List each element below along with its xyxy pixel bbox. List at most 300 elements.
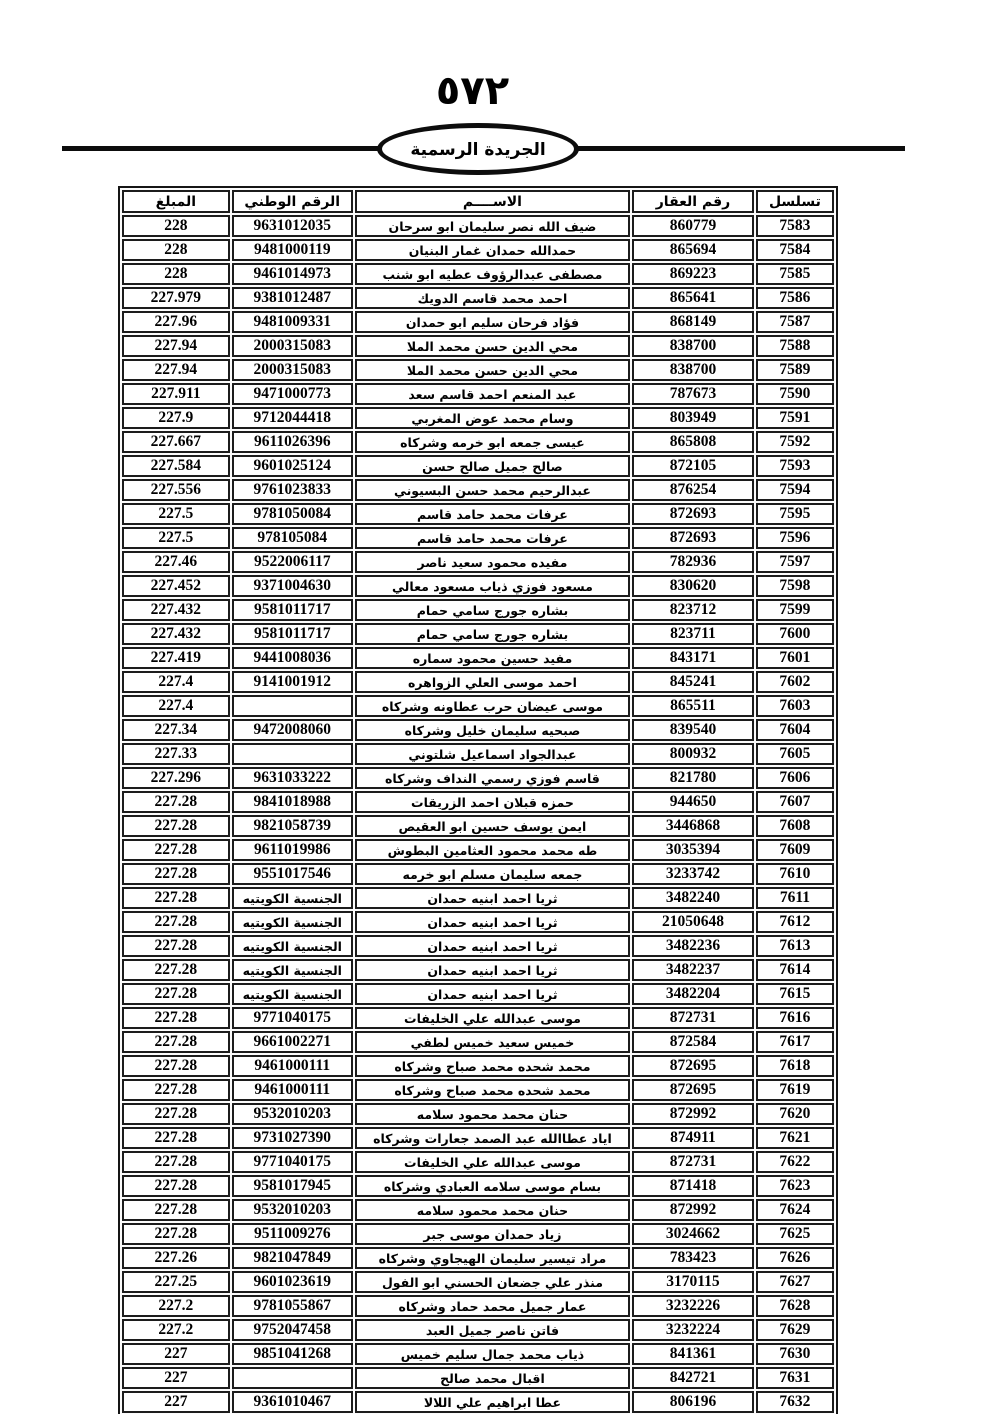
cell-amount: 228 xyxy=(122,239,230,261)
cell-amount: 227.28 xyxy=(122,1175,230,1197)
table-row xyxy=(122,455,834,477)
cell-national-id: 9371004630 xyxy=(232,575,353,597)
cell-property-number: 865694 xyxy=(632,239,754,261)
cell-name: ثريا احمد ابنيه حمدان xyxy=(355,983,630,1005)
cell-serial: 7583 xyxy=(756,215,834,237)
cell-amount: 227.25 xyxy=(122,1271,230,1293)
cell-property-number: 3482240 xyxy=(632,887,754,909)
cell-amount: 227.28 xyxy=(122,935,230,957)
table-row xyxy=(122,1055,834,1077)
cell-property-number: 803949 xyxy=(632,407,754,429)
table-row xyxy=(122,1199,834,1221)
cell-serial: 7629 xyxy=(756,1319,834,1341)
table-row xyxy=(122,1079,834,1101)
cell-serial: 7620 xyxy=(756,1103,834,1125)
cell-property-number: 845241 xyxy=(632,671,754,693)
cell-amount: 228 xyxy=(122,215,230,237)
cell-serial: 7601 xyxy=(756,647,834,669)
table-row xyxy=(122,839,834,861)
cell-name: مسعود فوزي ذياب مسعود معالي xyxy=(355,575,630,597)
cell-national-id: 9511009276 xyxy=(232,1223,353,1245)
cell-serial: 7614 xyxy=(756,959,834,981)
cell-serial: 7600 xyxy=(756,623,834,645)
cell-amount: 227.28 xyxy=(122,887,230,909)
cell-national-id: 9381012487 xyxy=(232,287,353,309)
cell-name: صالح جميل صالح حسن xyxy=(355,455,630,477)
table-row xyxy=(122,1295,834,1317)
cell-property-number: 800932 xyxy=(632,743,754,765)
cell-amount: 227.9 xyxy=(122,407,230,429)
cell-property-number: 872731 xyxy=(632,1151,754,1173)
cell-property-number: 872992 xyxy=(632,1103,754,1125)
cell-name: صبحيه سليمان خليل وشركاه xyxy=(355,719,630,741)
cell-name: مفيد حسين محمود سماره xyxy=(355,647,630,669)
cell-national-id: 9481009331 xyxy=(232,311,353,333)
cell-amount: 227 xyxy=(122,1343,230,1365)
cell-national-id: 9731027390 xyxy=(232,1127,353,1149)
table-row xyxy=(122,503,834,525)
cell-amount: 227.28 xyxy=(122,1151,230,1173)
cell-name: قاسم فوزي رسمي النداف وشركاه xyxy=(355,767,630,789)
cell-name: مصطفى عبدالرؤوف عطيه ابو شنب xyxy=(355,263,630,285)
cell-national-id: 9631012035 xyxy=(232,215,353,237)
cell-property-number: 872693 xyxy=(632,527,754,549)
cell-amount: 227.28 xyxy=(122,911,230,933)
cell-name: فاتن ناصر جميل العبد xyxy=(355,1319,630,1341)
cell-amount: 227.432 xyxy=(122,623,230,645)
cell-amount: 227.94 xyxy=(122,335,230,357)
table-row xyxy=(122,1007,834,1029)
cell-national-id: 9661002271 xyxy=(232,1031,353,1053)
cell-national-id: 9581011717 xyxy=(232,599,353,621)
cell-national-id: 9821058739 xyxy=(232,815,353,837)
cell-property-number: 842721 xyxy=(632,1367,754,1389)
cell-national-id: 9581011717 xyxy=(232,623,353,645)
cell-amount: 227.2 xyxy=(122,1295,230,1317)
cell-property-number: 872693 xyxy=(632,503,754,525)
cell-amount: 227.94 xyxy=(122,359,230,381)
cell-name: ثريا احمد ابنيه حمدان xyxy=(355,887,630,909)
cell-property-number: 3482236 xyxy=(632,935,754,957)
cell-serial: 7597 xyxy=(756,551,834,573)
header-cell-property-number: رقم العقار xyxy=(632,190,754,213)
cell-serial: 7589 xyxy=(756,359,834,381)
cell-property-number: 872105 xyxy=(632,455,754,477)
table-row xyxy=(122,1391,834,1413)
cell-serial: 7610 xyxy=(756,863,834,885)
cell-name: محي الدين حسن محمد الملا xyxy=(355,359,630,381)
cell-amount: 227.584 xyxy=(122,455,230,477)
table-row xyxy=(122,599,834,621)
table-row xyxy=(122,431,834,453)
cell-serial: 7598 xyxy=(756,575,834,597)
cell-amount: 227.979 xyxy=(122,287,230,309)
cell-name: عرفات محمد حامد قاسم xyxy=(355,527,630,549)
cell-national-id: 2000315083 xyxy=(232,335,353,357)
cell-property-number: 3232226 xyxy=(632,1295,754,1317)
table-row xyxy=(122,1271,834,1293)
cell-amount: 227.28 xyxy=(122,1199,230,1221)
cell-name: طه محمد محمود العثامين البطوش xyxy=(355,839,630,861)
table-row xyxy=(122,767,834,789)
cell-amount: 227.452 xyxy=(122,575,230,597)
cell-national-id: الجنسية الكويتيه xyxy=(232,983,353,1005)
cell-national-id xyxy=(232,743,353,765)
cell-amount: 227.5 xyxy=(122,503,230,525)
table-row xyxy=(122,671,834,693)
table-row xyxy=(122,959,834,981)
cell-national-id: 9851041268 xyxy=(232,1343,353,1365)
cell-name: ثريا احمد ابنيه حمدان xyxy=(355,911,630,933)
cell-property-number: 838700 xyxy=(632,359,754,381)
cell-national-id: 9601025124 xyxy=(232,455,353,477)
cell-national-id: 9761023833 xyxy=(232,479,353,501)
cell-amount: 227.46 xyxy=(122,551,230,573)
cell-national-id: الجنسية الكويتيه xyxy=(232,911,353,933)
cell-name: بشاره جورج سامي حمام xyxy=(355,623,630,645)
table-row xyxy=(122,911,834,933)
cell-property-number: 860779 xyxy=(632,215,754,237)
cell-national-id: الجنسية الكويتيه xyxy=(232,935,353,957)
table-row xyxy=(122,743,834,765)
cell-serial: 7603 xyxy=(756,695,834,717)
cell-name: ايمن يوسف حسين ابو العقيص xyxy=(355,815,630,837)
cell-national-id: 9771040175 xyxy=(232,1151,353,1173)
cell-amount: 227.28 xyxy=(122,839,230,861)
table-row xyxy=(122,359,834,381)
cell-amount: 227.96 xyxy=(122,311,230,333)
cell-serial: 7630 xyxy=(756,1343,834,1365)
cell-amount: 227.28 xyxy=(122,983,230,1005)
cell-national-id: 9611019986 xyxy=(232,839,353,861)
cell-name: عمار جميل محمد حماد وشركاه xyxy=(355,1295,630,1317)
cell-serial: 7626 xyxy=(756,1247,834,1269)
cell-property-number: 821780 xyxy=(632,767,754,789)
cell-name: موسى عبدالله علي الخليفات xyxy=(355,1151,630,1173)
table-row xyxy=(122,647,834,669)
cell-amount: 227.28 xyxy=(122,1031,230,1053)
table-row xyxy=(122,239,834,261)
cell-amount: 227.419 xyxy=(122,647,230,669)
cell-name: ضيف الله نصر سليمان ابو سرحان xyxy=(355,215,630,237)
cell-amount: 227.28 xyxy=(122,1055,230,1077)
cell-serial: 7612 xyxy=(756,911,834,933)
cell-national-id: 9771040175 xyxy=(232,1007,353,1029)
cell-name: حمزه قبلان احمد الزريقات xyxy=(355,791,630,813)
cell-name: عرفات محمد حامد قاسم xyxy=(355,503,630,525)
table-row xyxy=(122,1223,834,1245)
cell-serial: 7599 xyxy=(756,599,834,621)
cell-property-number: 823711 xyxy=(632,623,754,645)
cell-amount: 227.296 xyxy=(122,767,230,789)
table-row xyxy=(122,1367,834,1389)
table-header-row xyxy=(122,190,834,213)
cell-property-number: 787673 xyxy=(632,383,754,405)
cell-serial: 7586 xyxy=(756,287,834,309)
cell-serial: 7606 xyxy=(756,767,834,789)
cell-name: محي الدين حسن محمد الملا xyxy=(355,335,630,357)
cell-name: مراد تيسير سليمان الهيجاوي وشركاه xyxy=(355,1247,630,1269)
table-row xyxy=(122,695,834,717)
table-row xyxy=(122,263,834,285)
cell-name: عطا ابراهيم علي اللالا xyxy=(355,1391,630,1413)
table-row xyxy=(122,887,834,909)
table-row xyxy=(122,215,834,237)
cell-property-number: 874911 xyxy=(632,1127,754,1149)
cell-national-id: 9781050084 xyxy=(232,503,353,525)
cell-national-id: الجنسية الكويتيه xyxy=(232,887,353,909)
cell-name: حمدالله حمدان غمار البنيان xyxy=(355,239,630,261)
cell-name: خميس سعيد خميس لطفي xyxy=(355,1031,630,1053)
cell-serial: 7613 xyxy=(756,935,834,957)
cell-amount: 227.4 xyxy=(122,695,230,717)
cell-name: مفيده محمود سعيد ناصر xyxy=(355,551,630,573)
cell-national-id: 9841018988 xyxy=(232,791,353,813)
cell-serial: 7621 xyxy=(756,1127,834,1149)
header-cell-name: الاســــم xyxy=(355,190,630,213)
cell-national-id xyxy=(232,1367,353,1389)
cell-property-number: 944650 xyxy=(632,791,754,813)
cell-property-number: 865808 xyxy=(632,431,754,453)
cell-name: اياد عطاالله عبد الصمد جعارات وشركاه xyxy=(355,1127,630,1149)
cell-name: عيسى جمعه ابو خرمه وشركاه xyxy=(355,431,630,453)
cell-amount: 227.28 xyxy=(122,1007,230,1029)
table-row xyxy=(122,983,834,1005)
cell-national-id: 9611026396 xyxy=(232,431,353,453)
cell-national-id: 978105084 xyxy=(232,527,353,549)
header-cell-national-id: الرقم الوطني xyxy=(232,190,353,213)
cell-name: ثريا احمد ابنيه حمدان xyxy=(355,959,630,981)
cell-national-id: 9461014973 xyxy=(232,263,353,285)
cell-property-number: 872695 xyxy=(632,1055,754,1077)
cell-amount: 227 xyxy=(122,1367,230,1389)
cell-amount: 227 xyxy=(122,1391,230,1413)
cell-serial: 7595 xyxy=(756,503,834,525)
cell-property-number: 839540 xyxy=(632,719,754,741)
cell-amount: 227.556 xyxy=(122,479,230,501)
cell-serial: 7591 xyxy=(756,407,834,429)
cell-national-id: 9551017546 xyxy=(232,863,353,885)
cell-name: بشاره جورج سامي حمام xyxy=(355,599,630,621)
cell-name: محمد شحده محمد صباح وشركاه xyxy=(355,1079,630,1101)
records-table xyxy=(118,186,838,1414)
cell-property-number: 871418 xyxy=(632,1175,754,1197)
cell-serial: 7594 xyxy=(756,479,834,501)
cell-amount: 227.5 xyxy=(122,527,230,549)
table-row xyxy=(122,719,834,741)
table-row xyxy=(122,623,834,645)
cell-national-id: 9441008036 xyxy=(232,647,353,669)
cell-property-number: 3482237 xyxy=(632,959,754,981)
header-cell-amount: المبلغ xyxy=(122,190,230,213)
cell-amount: 227.26 xyxy=(122,1247,230,1269)
table-row xyxy=(122,863,834,885)
cell-name: حنان محمد محمود سلامه xyxy=(355,1103,630,1125)
cell-amount: 227.34 xyxy=(122,719,230,741)
cell-property-number: 3233742 xyxy=(632,863,754,885)
cell-name: محمد شحده محمد صباح وشركاه xyxy=(355,1055,630,1077)
cell-property-number: 872992 xyxy=(632,1199,754,1221)
cell-property-number: 21050648 xyxy=(632,911,754,933)
cell-property-number: 783423 xyxy=(632,1247,754,1269)
cell-name: عبد المنعم احمد قاسم سعد xyxy=(355,383,630,405)
cell-property-number: 869223 xyxy=(632,263,754,285)
cell-amount: 227.911 xyxy=(122,383,230,405)
cell-amount: 227.28 xyxy=(122,1223,230,1245)
cell-name: حنان محمد محمود سلامه xyxy=(355,1199,630,1221)
cell-serial: 7585 xyxy=(756,263,834,285)
cell-name: موسى عيضان حرب عطاونه وشركاه xyxy=(355,695,630,717)
cell-property-number: 865641 xyxy=(632,287,754,309)
cell-property-number: 3024662 xyxy=(632,1223,754,1245)
cell-serial: 7628 xyxy=(756,1295,834,1317)
cell-property-number: 3035394 xyxy=(632,839,754,861)
cell-property-number: 843171 xyxy=(632,647,754,669)
cell-serial: 7632 xyxy=(756,1391,834,1413)
table-row xyxy=(122,287,834,309)
cell-national-id: 9752047458 xyxy=(232,1319,353,1341)
cell-serial: 7590 xyxy=(756,383,834,405)
cell-amount: 227.2 xyxy=(122,1319,230,1341)
table-row xyxy=(122,1103,834,1125)
cell-national-id: 9601023619 xyxy=(232,1271,353,1293)
cell-national-id: 9461000111 xyxy=(232,1055,353,1077)
gazette-banner-title: الجريدة الرسمية xyxy=(410,140,546,160)
cell-property-number: 872584 xyxy=(632,1031,754,1053)
cell-serial: 7609 xyxy=(756,839,834,861)
cell-serial: 7602 xyxy=(756,671,834,693)
cell-name: عبدالرحيم محمد حسن البسيوني xyxy=(355,479,630,501)
cell-amount: 227.4 xyxy=(122,671,230,693)
table-row xyxy=(122,1151,834,1173)
cell-serial: 7623 xyxy=(756,1175,834,1197)
cell-name: اقبال محمد صالح xyxy=(355,1367,630,1389)
cell-national-id: 2000315083 xyxy=(232,359,353,381)
table-row xyxy=(122,1127,834,1149)
cell-serial: 7584 xyxy=(756,239,834,261)
cell-serial: 7608 xyxy=(756,815,834,837)
cell-amount: 227.28 xyxy=(122,1103,230,1125)
table-row xyxy=(122,1247,834,1269)
cell-name: وسام محمد عوض المغربي xyxy=(355,407,630,429)
cell-property-number: 3170115 xyxy=(632,1271,754,1293)
cell-name: فؤاد فرحان سليم ابو حمدان xyxy=(355,311,630,333)
cell-serial: 7616 xyxy=(756,1007,834,1029)
cell-amount: 227.667 xyxy=(122,431,230,453)
cell-national-id: 9472008060 xyxy=(232,719,353,741)
cell-national-id: 9581017945 xyxy=(232,1175,353,1197)
cell-national-id: 9712044418 xyxy=(232,407,353,429)
cell-property-number: 806196 xyxy=(632,1391,754,1413)
cell-name: احمد محمد قاسم الدويك xyxy=(355,287,630,309)
cell-name: ثريا احمد ابنيه حمدان xyxy=(355,935,630,957)
cell-property-number: 876254 xyxy=(632,479,754,501)
cell-amount: 227.28 xyxy=(122,791,230,813)
cell-property-number: 872695 xyxy=(632,1079,754,1101)
header-cell-serial: تسلسل xyxy=(756,190,834,213)
cell-national-id: 9481000119 xyxy=(232,239,353,261)
cell-national-id: 9361010467 xyxy=(232,1391,353,1413)
table-row xyxy=(122,383,834,405)
cell-serial: 7624 xyxy=(756,1199,834,1221)
cell-name: عبدالجواد اسماعيل شلتوني xyxy=(355,743,630,765)
cell-amount: 227.28 xyxy=(122,815,230,837)
cell-property-number: 868149 xyxy=(632,311,754,333)
table-row xyxy=(122,1319,834,1341)
cell-name: جمعه سليمان مسلم ابو خرمه xyxy=(355,863,630,885)
cell-name: ذياب محمد جمال سليم خميس xyxy=(355,1343,630,1365)
cell-name: احمد موسى العلي الزواهره xyxy=(355,671,630,693)
table-row xyxy=(122,1175,834,1197)
cell-property-number: 3446868 xyxy=(632,815,754,837)
gazette-banner-ellipse xyxy=(377,123,579,175)
cell-serial: 7631 xyxy=(756,1367,834,1389)
cell-amount: 227.28 xyxy=(122,1079,230,1101)
table-row xyxy=(122,791,834,813)
cell-property-number: 823712 xyxy=(632,599,754,621)
cell-serial: 7622 xyxy=(756,1151,834,1173)
cell-serial: 7605 xyxy=(756,743,834,765)
cell-name: زياد حمدان موسى جبر xyxy=(355,1223,630,1245)
table-row xyxy=(122,1031,834,1053)
cell-national-id: 9471000773 xyxy=(232,383,353,405)
cell-serial: 7592 xyxy=(756,431,834,453)
cell-serial: 7593 xyxy=(756,455,834,477)
cell-name: بسام موسى سلامه العبادي وشركاه xyxy=(355,1175,630,1197)
cell-amount: 227.28 xyxy=(122,1127,230,1149)
cell-amount: 227.33 xyxy=(122,743,230,765)
cell-property-number: 3232224 xyxy=(632,1319,754,1341)
cell-national-id: 9631033222 xyxy=(232,767,353,789)
cell-amount: 227.28 xyxy=(122,863,230,885)
cell-national-id: 9821047849 xyxy=(232,1247,353,1269)
table-row xyxy=(122,479,834,501)
cell-national-id: 9461000111 xyxy=(232,1079,353,1101)
cell-serial: 7607 xyxy=(756,791,834,813)
cell-serial: 7619 xyxy=(756,1079,834,1101)
cell-property-number: 830620 xyxy=(632,575,754,597)
cell-serial: 7618 xyxy=(756,1055,834,1077)
cell-property-number: 872731 xyxy=(632,1007,754,1029)
table-row xyxy=(122,527,834,549)
table-row xyxy=(122,575,834,597)
cell-amount: 228 xyxy=(122,263,230,285)
cell-property-number: 3482204 xyxy=(632,983,754,1005)
cell-amount: 227.28 xyxy=(122,959,230,981)
cell-national-id: 9532010203 xyxy=(232,1199,353,1221)
cell-property-number: 838700 xyxy=(632,335,754,357)
cell-serial: 7611 xyxy=(756,887,834,909)
cell-national-id: 9522006117 xyxy=(232,551,353,573)
cell-national-id: الجنسية الكويتيه xyxy=(232,959,353,981)
cell-property-number: 841361 xyxy=(632,1343,754,1365)
table-row xyxy=(122,935,834,957)
cell-serial: 7587 xyxy=(756,311,834,333)
table-row xyxy=(122,311,834,333)
table-row xyxy=(122,551,834,573)
cell-serial: 7617 xyxy=(756,1031,834,1053)
cell-national-id xyxy=(232,695,353,717)
table-row xyxy=(122,335,834,357)
page-number: ٥٧٢ xyxy=(435,68,510,114)
cell-serial: 7604 xyxy=(756,719,834,741)
cell-property-number: 782936 xyxy=(632,551,754,573)
cell-serial: 7625 xyxy=(756,1223,834,1245)
cell-amount: 227.432 xyxy=(122,599,230,621)
cell-serial: 7596 xyxy=(756,527,834,549)
cell-serial: 7588 xyxy=(756,335,834,357)
cell-name: موسى عبدالله علي الخليفات xyxy=(355,1007,630,1029)
